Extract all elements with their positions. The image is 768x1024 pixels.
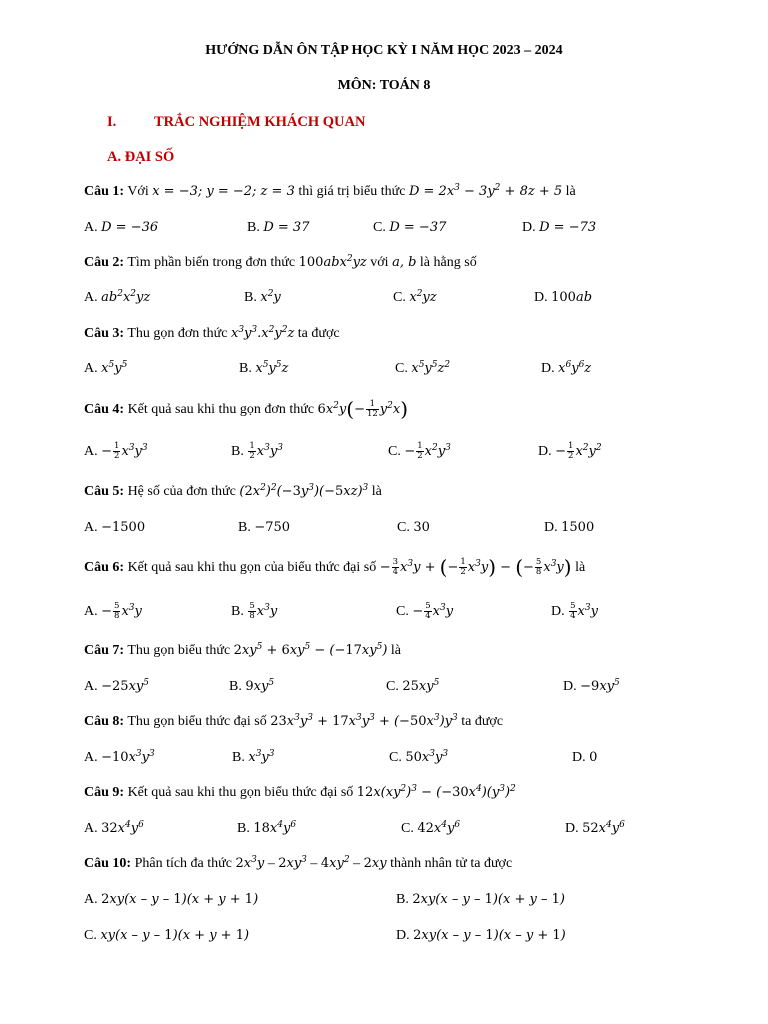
- question-1: [84, 182, 576, 202]
- option-a[interactable]: A. −1500: [84, 520, 146, 535]
- option-c[interactable]: C. $25xy^5$: [386, 678, 440, 694]
- question-10: [84, 854, 512, 874]
- option-c[interactable]: C. $42x^4y^6$: [401, 820, 461, 836]
- option-d[interactable]: D. D = −73: [522, 220, 597, 235]
- option-b[interactable]: B. $9xy^5$: [229, 678, 275, 694]
- question-text: Kết quả sau khi thu gọn của biểu thức đại số − $\frac{3}{4}$ $x^3y$ + (− $\frac{1}{2}$ $x^3y$) − (− $\frac{5}{8}$ $x^3y$) là: [127, 555, 586, 579]
- question-text: Thu gọn biểu thức đại số $23x^3y^3 + 17x^3y^3 + (-50x^3)y^3$ ta được: [127, 713, 504, 729]
- option-b[interactable]: B. −750: [238, 520, 291, 535]
- question-text: Phân tích đa thức $2x^3y - 2xy^3 - 4xy^2 - 2xy$ thành nhân tử ta được: [134, 855, 513, 871]
- option-c[interactable]: C. D = −37: [373, 220, 447, 235]
- option-a[interactable]: A. − $\frac{1}{2}$ $x^3y^3$: [84, 441, 148, 461]
- question-label: Câu 3:: [84, 326, 125, 341]
- option-c[interactable]: C. $x^5y^5z^2$: [395, 360, 451, 376]
- option-b[interactable]: B. 2xy(x – y – 1)(x + y – 1): [396, 892, 565, 907]
- question-text: Hệ số của đơn thức $(2x^2)^2(-3y^3)(-5xz)^3$ là: [127, 483, 382, 499]
- question-6: [84, 555, 586, 579]
- question-label: Câu 5:: [84, 484, 125, 499]
- option-d[interactable]: D. $x^6y^6z$: [541, 360, 592, 376]
- option-a[interactable]: A. 2xy(x – y – 1)(x + y + 1): [84, 892, 259, 907]
- question-9: [84, 783, 516, 803]
- option-d[interactable]: D. $52x^4y^6$: [565, 820, 625, 836]
- subject-title: MÔN: TOÁN 8: [337, 78, 431, 93]
- question-text: Thu gọn đơn thức $x^3y^3.x^2y^2z$ ta được: [127, 325, 340, 341]
- question-label: Câu 9:: [84, 785, 125, 800]
- subsection-title: A. ĐẠI SỐ: [107, 149, 175, 165]
- question-7: [84, 641, 401, 661]
- question-5: [84, 482, 382, 502]
- option-c[interactable]: C. − $\frac{1}{2}$ $x^2y^3$: [388, 441, 451, 461]
- question-text: Thu gọn biểu thức $2xy^5 + 6xy^5 - (-17xy^5)$ là: [127, 642, 402, 658]
- question-label: Câu 10:: [84, 856, 132, 871]
- question-3: [84, 324, 340, 344]
- question-text: Kết quả sau khi thu gọn đơn thức $6x^2y(-$ $\frac{1}{12}$ $y^2x$): [127, 397, 409, 421]
- option-d[interactable]: D. 100ab: [534, 290, 593, 305]
- option-a[interactable]: A. $ab^2x^2yz$: [84, 289, 151, 305]
- question-text: Tìm phần biến trong đơn thức 100abx$^2$yz với a, b là hằng số: [127, 254, 477, 270]
- option-d[interactable]: D. 1500: [544, 520, 595, 535]
- option-d[interactable]: D. $-9xy^5$: [563, 678, 620, 694]
- option-a[interactable]: A. $-10x^3y^3$: [84, 749, 155, 765]
- question-4: [84, 397, 409, 421]
- question-label: Câu 8:: [84, 714, 125, 729]
- option-a[interactable]: A. $x^5y^5$: [84, 360, 128, 376]
- option-b[interactable]: B. $\frac{1}{2}$ $x^3y^3$: [231, 441, 283, 461]
- question-label: Câu 7:: [84, 643, 125, 658]
- document-title: HƯỚNG DẪN ÔN TẬP HỌC KỲ I NĂM HỌC 2023 – 2024: [205, 43, 563, 58]
- option-b[interactable]: B. D = 37: [247, 220, 310, 235]
- option-c[interactable]: C. 30: [397, 520, 430, 535]
- option-c[interactable]: C. $x^2yz$: [393, 289, 437, 305]
- question-8: [84, 712, 503, 732]
- option-a[interactable]: A. − $\frac{5}{8}$ $x^3y$: [84, 601, 142, 621]
- option-c[interactable]: C. xy(x – y – 1)(x + y + 1): [84, 928, 250, 943]
- question-text: Với x = −3; y = −2; z = 3 thì giá trị biểu thức $D = 2x^3 - 3y^2 + 8z + 5$ là: [127, 183, 576, 199]
- option-d[interactable]: D. 2xy(x – y – 1)(x – y + 1): [396, 928, 566, 943]
- option-b[interactable]: B. $x^5y^5z$: [239, 360, 289, 376]
- option-a[interactable]: A. D = −36: [84, 220, 159, 235]
- option-a[interactable]: A. $-25xy^5$: [84, 678, 149, 694]
- question-2: [84, 253, 477, 273]
- option-b[interactable]: B. $x^3y^3$: [232, 749, 275, 765]
- question-label: Câu 6:: [84, 560, 125, 575]
- section-number: I.: [107, 114, 117, 130]
- option-b[interactable]: B. $18x^4y^6$: [237, 820, 297, 836]
- question-text: Kết quả sau khi thu gọn biểu thức đại số $12x(xy^2)^3 - (-30x^4)(y^3)^2$: [127, 784, 516, 800]
- option-b[interactable]: B. $\frac{5}{8}$ $x^3y$: [231, 601, 278, 621]
- option-c[interactable]: C. $50x^3y^3$: [389, 749, 449, 765]
- option-c[interactable]: C. − $\frac{5}{4}$ $x^3y$: [396, 601, 454, 621]
- option-a[interactable]: A. $32x^4y^6$: [84, 820, 144, 836]
- option-b[interactable]: B. $x^2y$: [244, 289, 281, 305]
- option-d[interactable]: D. $\frac{5}{4}$ $x^3y$: [551, 601, 598, 621]
- question-label: Câu 1:: [84, 184, 125, 199]
- question-label: Câu 4:: [84, 402, 125, 417]
- section-title: TRẮC NGHIỆM KHÁCH QUAN: [154, 114, 366, 130]
- option-d[interactable]: D. 0: [572, 750, 598, 765]
- question-label: Câu 2:: [84, 255, 125, 270]
- option-d[interactable]: D. − $\frac{1}{2}$ $x^2y^2$: [538, 441, 602, 461]
